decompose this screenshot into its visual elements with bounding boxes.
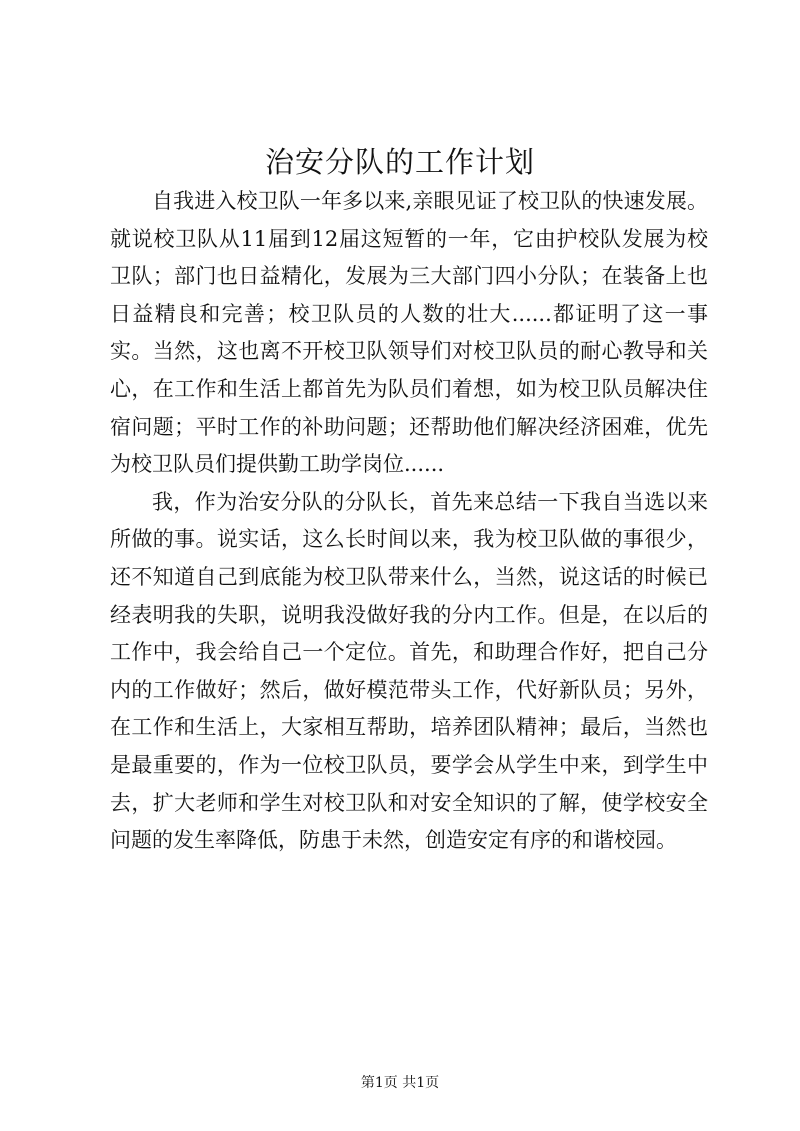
page-footer: 第1页 共1页: [360, 1075, 440, 1091]
paragraph-2: 我，作为治安分队的分队长，首先来总结一下我自当选以来所做的事。说实话，这么长时间以来，我为校卫队做的事很少，还不知道自己到底能为校卫队带来什么，当然，说这话的时候已经表明我的失职，说明我没做好我的分内工作。但是，在以后的工作中，我会给自己一个定位。首先，和助理合作好，把自己分内的工作做好；然后，做好模范带头工作，代好新队员；另外，在工作和生活上，大家相互帮助，培养团队精神；最后，当然也是最重要的，作为一位校卫队员，要学会从学生中来，到学生中去，扩大老师和学生对校卫队和对安全知识的了解，使学校安全问题的发生率降低，防患于未然，创造安定有序的和谐校园。: [110, 489, 708, 853]
document-title: 治安分队的工作计划: [264, 145, 535, 179]
paragraph-1: 自我进入校卫队一年多以来,亲眼见证了校卫队的快速发展。就说校卫队从11届到12届这短暂的一年，它由护校队发展为校卫队；部门也日益精化，发展为三大部门四小分队；在装备上也日益精良和完善；校卫队员的人数的壮大......都证明了这一事实。当然，这也离不开校卫队领导们对校卫队员的耐心教导和关心，在工作和生活上都首先为队员们着想，如为校卫队员解决住宿问题；平时工作的补助问题；还帮助他们解决经济困难，优先为校卫队员们提供勤工助学岗位......: [110, 189, 708, 477]
document-body: [110, 183, 708, 860]
